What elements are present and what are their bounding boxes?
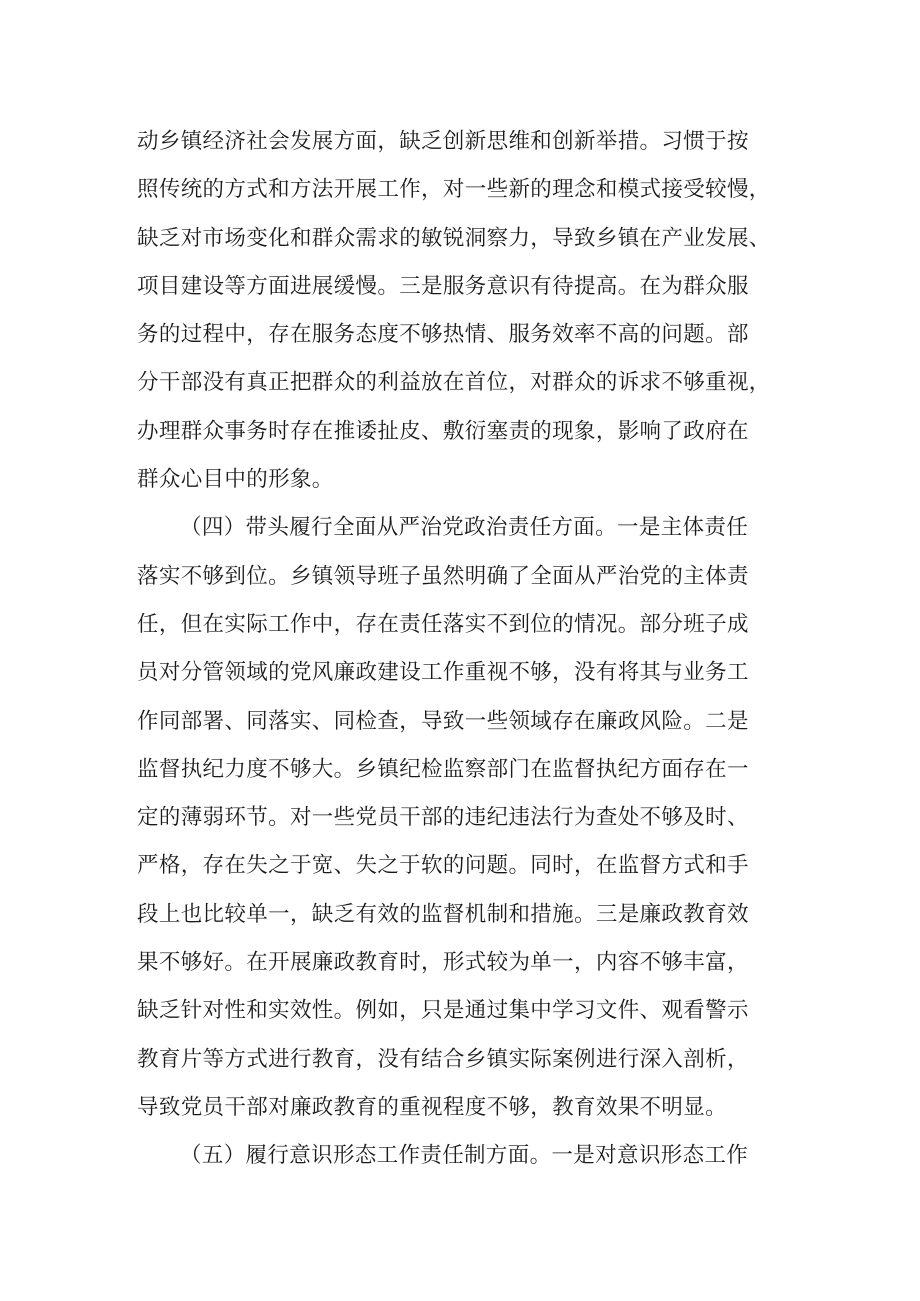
text-line: 段上也比较单一，缺乏有效的监督机制和措施。三是廉政教育效 [137, 901, 749, 927]
section-heading-line: （五）履行意识形态工作责任制方面。一是对意识形态工作 [180, 1143, 749, 1169]
document-body [137, 118, 797, 1181]
text-line: 导致党员干部对廉政教育的重视程度不够，教育效果不明显。 [137, 1094, 727, 1120]
text-line: 落实不够到位。乡镇领导班子虽然明确了全面从严治党的主体责 [137, 563, 749, 589]
text-line: 群众心目中的形象。 [137, 467, 334, 493]
text-line: 教育片等方式进行教育，没有结合乡镇实际案例进行深入剖析， [137, 1046, 749, 1072]
text-line: 果不够好。在开展廉政教育时，形式较为单一，内容不够丰富， [137, 950, 749, 976]
text-line: 分干部没有真正把群众的利益放在首位，对群众的诉求不够重视， [137, 370, 771, 396]
text-line: 严格，存在失之于宽、失之于软的问题。同时，在监督方式和手 [137, 853, 749, 879]
text-line: 缺乏针对性和实效性。例如，只是通过集中学习文件、观看警示 [137, 998, 749, 1024]
text-line: 办理群众事务时存在推诿扯皮、敷衍塞责的现象，影响了政府在 [137, 418, 749, 444]
text-line: 照传统的方式和方法开展工作，对一些新的理念和模式接受较慢， [137, 177, 771, 203]
text-line: 项目建设等方面进展缓慢。三是服务意识有待提高。在为群众服 [137, 273, 749, 299]
text-line: 作同部署、同落实、同检查，导致一些领域存在廉政风险。二是 [137, 708, 749, 734]
text-line: 务的过程中，存在服务态度不够热情、服务效率不高的问题。部 [137, 322, 749, 348]
text-line: 定的薄弱环节。对一些党员干部的违纪违法行为查处不够及时、 [137, 805, 749, 831]
text-line: 缺乏对市场变化和群众需求的敏锐洞察力，导致乡镇在产业发展、 [137, 225, 771, 251]
text-line: 员对分管领域的党风廉政建设工作重视不够，没有将其与业务工 [137, 660, 749, 686]
section-heading-line: （四）带头履行全面从严治党政治责任方面。一是主体责任 [180, 515, 749, 541]
text-line: 动乡镇经济社会发展方面，缺乏创新思维和创新举措。习惯于按 [137, 129, 749, 154]
text-line: 任，但在实际工作中，存在责任落实不到位的情况。部分班子成 [137, 611, 749, 637]
text-line: 监督执纪力度不够大。乡镇纪检监察部门在监督执纪方面存在一 [137, 756, 749, 782]
